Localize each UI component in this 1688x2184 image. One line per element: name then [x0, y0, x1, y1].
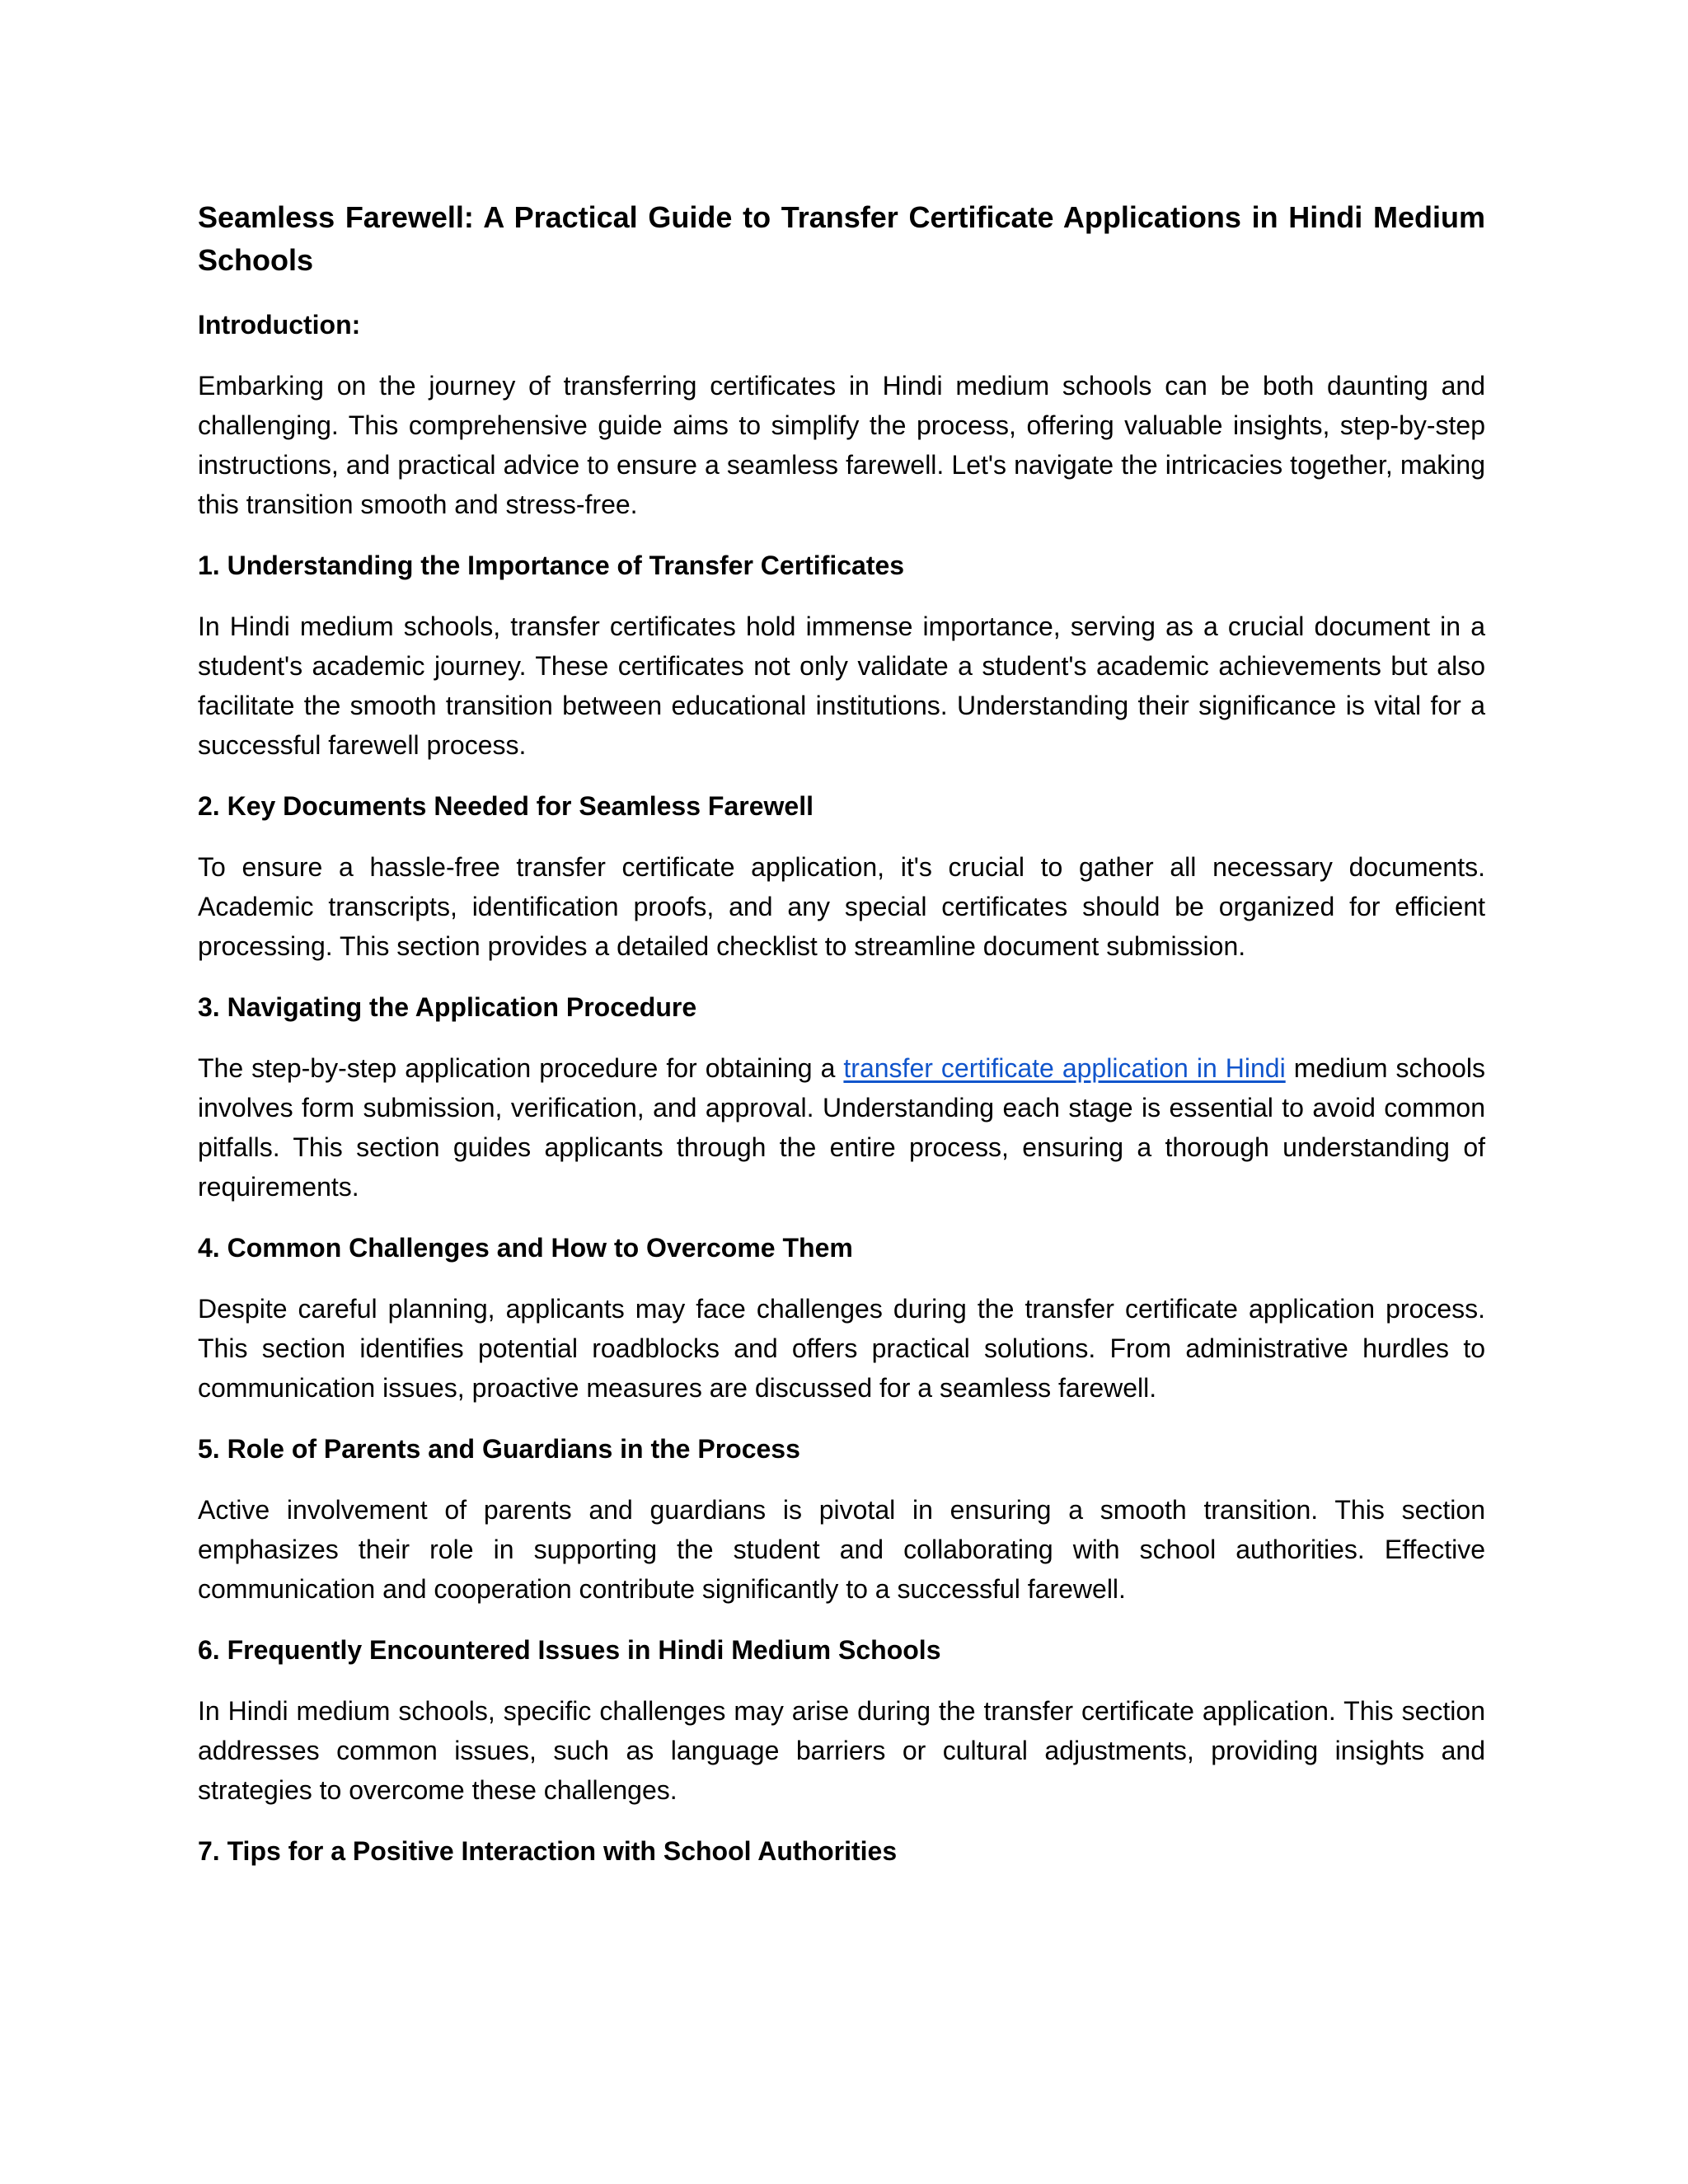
section-6-heading: 6. Frequently Encountered Issues in Hindi Medium Schools [198, 1635, 941, 1665]
section-3-text-before-link: The step-by-step application procedure for obtaining a [198, 1053, 844, 1083]
section-2-heading: 2. Key Documents Needed for Seamless Farewell [198, 791, 814, 821]
document-content [198, 196, 1485, 1892]
section-5-paragraph: Active involvement of parents and guardians is pivotal in ensuring a smooth transition. This section emphasizes their role in supporting the student and collaborating with school authorities. Effective communication and cooperation contribute significantly to a successful farewell. [198, 1495, 1485, 1604]
section-3-heading: 3. Navigating the Application Procedure [198, 992, 697, 1022]
section-7-heading: 7. Tips for a Positive Interaction with School Authorities [198, 1836, 898, 1866]
section-3-text-after-link: medium schools involves form submission, verification, and approval. Understanding each stage is essential to avoid common pitfalls. This section guides applicants through the entire process, ensuring a thorough understanding of requirements. [198, 1053, 1486, 1202]
section-6-paragraph: In Hindi medium schools, specific challenges may arise during the transfer certificate application. This section addresses common issues, such as language barriers or cultural adjustments, providing insights and strategies to overcome these challenges. [198, 1696, 1485, 1805]
introduction-heading: Introduction: [198, 310, 361, 340]
section-5-heading: 5. Role of Parents and Guardians in the Process [198, 1434, 800, 1464]
section-4-heading: 4. Common Challenges and How to Overcome Them [198, 1233, 853, 1263]
section-4-paragraph: Despite careful planning, applicants may face challenges during the transfer certificate application process. This section identifies potential roadblocks and offers practical solutions. From administrative hurdles to communication issues, proactive measures are discussed for a seamless farewell. [198, 1294, 1485, 1403]
section-3-paragraph [198, 1048, 1485, 1207]
transfer-certificate-application-link[interactable]: transfer certificate application in Hindi [843, 1053, 1286, 1083]
document-title: Seamless Farewell: A Practical Guide to Transfer Certificate Applications in Hindi Medium Schools [198, 200, 1485, 277]
introduction-paragraph: Embarking on the journey of transferring certificates in Hindi medium schools can be both daunting and challenging. This comprehensive guide aims to simplify the process, offering valuable insights, step-by-step instructions, and practical advice to ensure a seamless farewell. Let's navigate the intricacies together, making this transition smooth and stress-free. [198, 371, 1485, 519]
section-1-heading: 1. Understanding the Importance of Transfer Certificates [198, 551, 905, 580]
section-2-paragraph: To ensure a hassle-free transfer certificate application, it's crucial to gather all necessary documents. Academic transcripts, identification proofs, and any special certificates should be organized for efficient processing. This section provides a detailed checklist to streamline document submission. [198, 852, 1485, 961]
section-1-paragraph: In Hindi medium schools, transfer certificates hold immense importance, serving as a crucial document in a student's academic journey. These certificates not only validate a student's academic achievements but also facilitate the smooth transition between educational institutions. Understanding their significance is vital for a successful farewell process. [198, 612, 1485, 760]
